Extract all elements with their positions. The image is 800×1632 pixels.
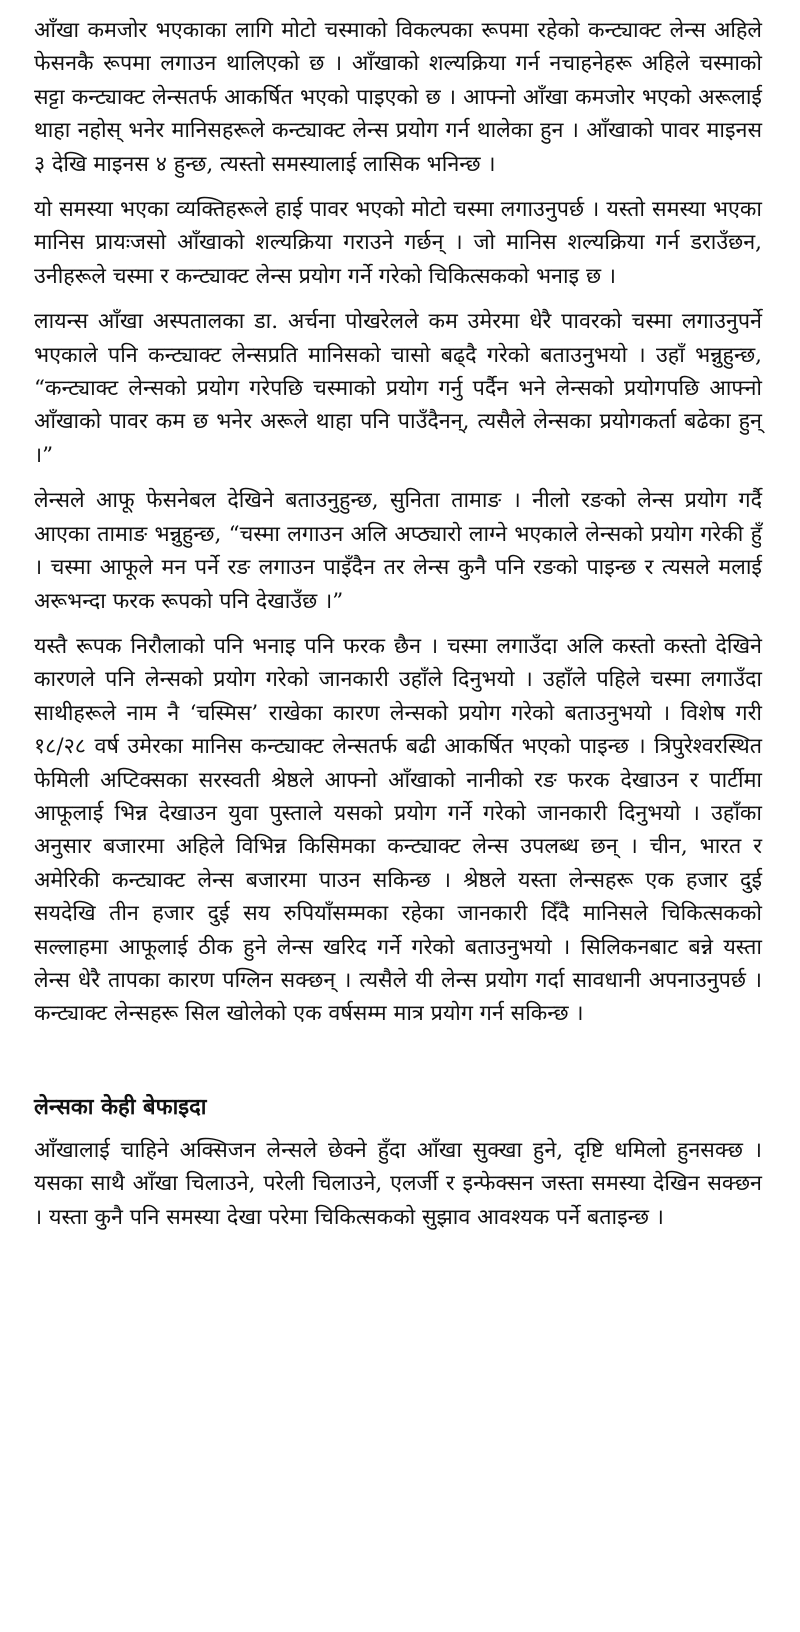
paragraph-intro: आँखा कमजोर भएकाका लागि मोटो चस्माको विकल्पका रूपमा रहेको कन्ट्याक्ट लेन्स अहिले फेसनकै रूपमा लगाउन थालिएको छ । आँखाको शल्यक्रिया गर्न नचाहनेहरू अहिले चस्माको सट्टा कन्ट्याक्ट लेन्सतर्फ आकर्षित भएको पाइएको छ । आफ्नो आँखा कमजोर भएको अरूलाई थाहा नहोस् भनेर मानिसहरूले कन्ट्याक्ट लेन्स प्रयोग गर्न थालेका हुन । आँखाको पावर माइनस ३ देखि माइनस ४ हुन्छ, त्यस्तो समस्यालाई लासिक भनिन्छ । [34,18,762,177]
paragraph-disadvantages: आँखालाई चाहिने अक्सिजन लेन्सले छेक्ने हुँदा आँखा सुक्खा हुने, दृष्टि धमिलो हुनसक्छ । यसका साथै आँखा चिलाउने, परेली चिलाउने, एलर्जी र इन्फेक्सन जस्ता समस्या देखिन सक्छन । यस्ता कुनै पनि समस्या देखा परेमा चिकित्सकको सुझाव आवश्यक पर्ने बताइन्छ । [34,1137,762,1230]
section-heading-disadvantages: लेन्सका केही बेफाइदा [34,1093,207,1120]
paragraph-doctor-quote: लायन्स आँखा अस्पतालका डा. अर्चना पोखरेलले कम उमेरमा धेरै पावरको चस्मा लगाउनुपर्ने भएकाले पनि कन्ट्याक्ट लेन्सप्रति मानिसको चासो बढ्दै गरेको बताउनुभयो । उहाँ भन्नुहुन्छ, “कन्ट्याक्ट लेन्सको प्रयोग गरेपछि चस्माको प्रयोग गर्नु पर्दैन भने लेन्सको प्रयोगपछि आफ्नो आँखाको पावर कम छ भनेर अरूले थाहा पनि पाउँदैनन्, त्यसैले लेन्सका प्रयोगकर्ता बढेका हुन् ।” [34,309,762,468]
paragraph-high-power-glasses: यो समस्या भएका व्यक्तिहरूले हाई पावर भएको मोटो चस्मा लगाउनुपर्छ । यस्तो समस्या भएका मानिस प्रायःजसो आँखाको शल्यक्रिया गराउने गर्छन् । जो मानिस शल्यक्रिया गर्न डराउँछन, उनीहरूले चस्मा र कन्ट्याक्ट लेन्स प्रयोग गर्ने गरेको चिकित्सकको भनाइ छ । [34,197,762,289]
paragraph-user-quote: लेन्सले आफू फेसनेबल देखिने बताउनुहुन्छ, सुनिता तामाङ । नीलो रङको लेन्स प्रयोग गर्दै आएका तामाङ भन्नुहुन्छ, “चस्मा लगाउन अलि अप्ठ्यारो लाग्ने भएकाले लेन्सको प्रयोग गरेकी हुँ । चस्मा आफूले मन पर्ने रङ लगाउन पाइँदैन तर लेन्स कुनै पनि रङको पाइन्छ र त्यसले मलाई अरूभन्दा फरक रूपको पनि देखाउँछ ।” [34,488,762,614]
paragraph-market-info: यस्तै रूपक निरौलाको पनि भनाइ पनि फरक छैन । चस्मा लगाउँदा अलि कस्तो कस्तो देखिने कारणले पनि लेन्सको प्रयोग गरेको जानकारी उहाँले दिनुभयो । उहाँले पहिले चस्मा लगाउँदा साथीहरूले नाम नै ‘चस्मिस’ राखेका कारण लेन्सको प्रयोग गरेको बताउनुभयो । विशेष गरी १८/२८ वर्ष उमेरका मानिस कन्ट्याक्ट लेन्सतर्फ बढी आकर्षित भएको पाइन्छ । त्रिपुरेश्वरस्थित फेमिली अप्टिक्सका सरस्वती श्रेष्ठले आफ्नो आँखाको नानीको रङ फरक देखाउन र पार्टीमा आफूलाई भिन्न देखाउन युवा पुस्ताले यसको प्रयोग गर्ने गरेको जानकारी दिनुभयो । उहाँका अनुसार बजारमा अहिले विभिन्न किसिमका कन्ट्याक्ट लेन्स उपलब्ध छन् । चीन, भारत र अमेरिकी कन्ट्याक्ट लेन्स बजारमा पाउन सकिन्छ । श्रेष्ठले यस्ता लेन्सहरू एक हजार दुई सयदेखि तीन हजार दुई सय रुपियाँसम्मका रहेका जानकारी दिँदै मानिसले चिकित्सकको सल्लाहमा आफूलाई ठीक हुने लेन्स खरिद गर्ने गरेको बताउनुभयो । सिलिकनबाट बन्ने यस्ता लेन्स धेरै तापका कारण पग्लिन सक्छन् । त्यसैले यी लेन्स प्रयोग गर्दा सावधानी अपनाउनुपर्छ । कन्ट्याक्ट लेन्सहरू सिल खोलेको एक वर्षसम्म मात्र प्रयोग गर्न सकिन्छ । [34,633,762,1027]
